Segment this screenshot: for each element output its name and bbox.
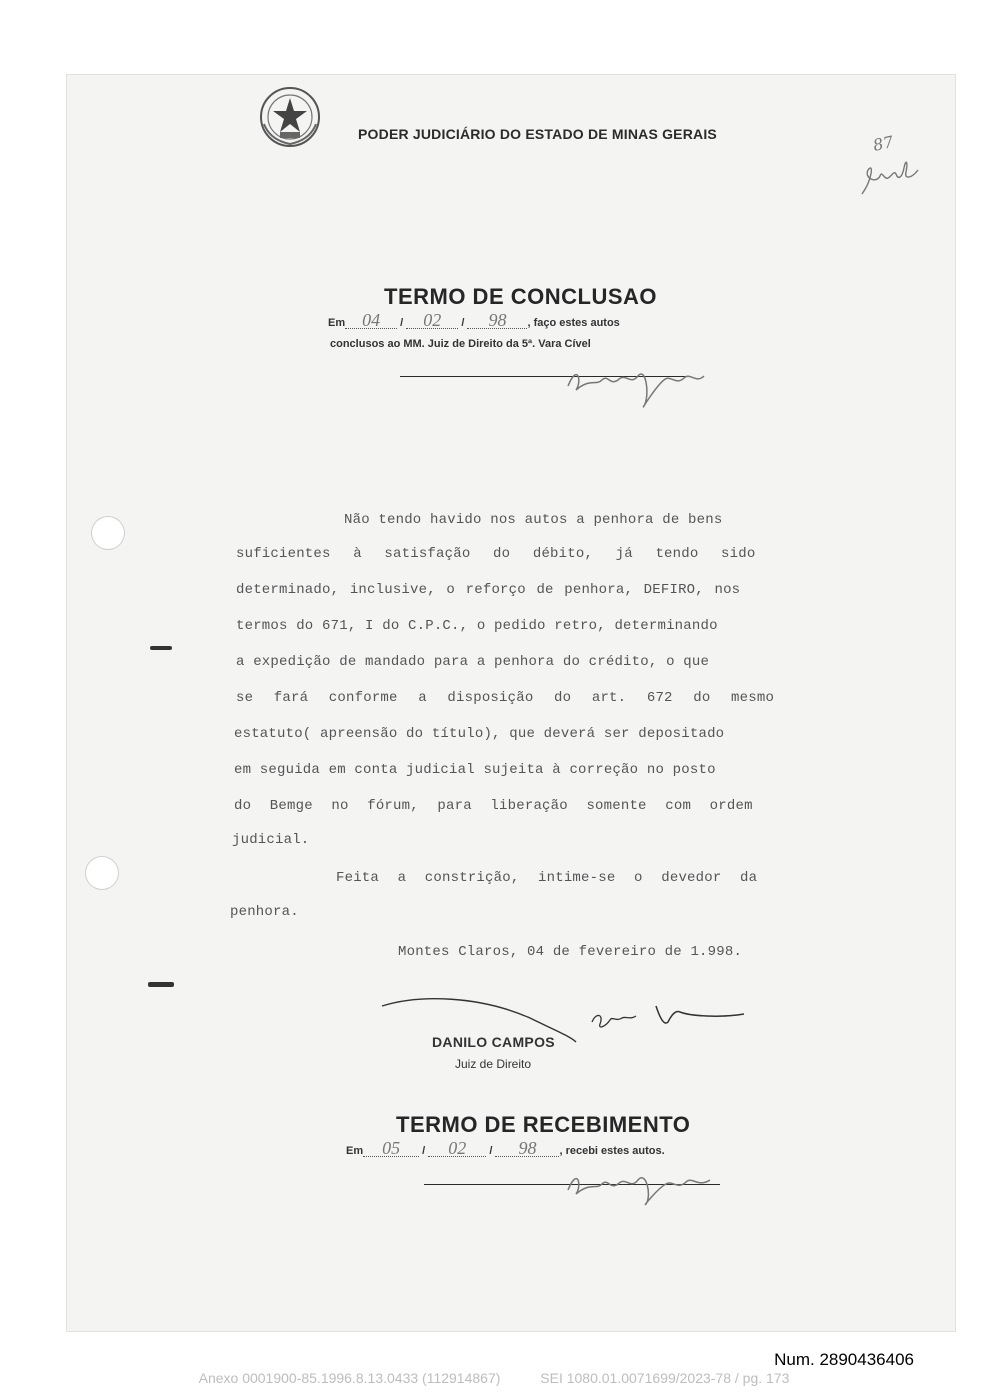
margin-rubric-signature xyxy=(858,150,928,204)
judge-name: DANILO CAMPOS xyxy=(432,1034,555,1050)
termo-recebimento-title: TERMO DE RECEBIMENTO xyxy=(396,1112,691,1137)
court-header-title: PODER JUDICIÁRIO DO ESTADO DE MINAS GERAIS xyxy=(358,126,717,142)
place-and-date: Montes Claros, 04 de fevereiro de 1.998. xyxy=(398,944,743,960)
despacho-line-1: Não tendo havido nos autos a penhora de bens xyxy=(344,512,723,528)
termo-conclusao-second-line: conclusos ao MM. Juiz de Direito da 5ª. Vara Cível xyxy=(330,338,591,350)
recebimento-year-field: 98 xyxy=(495,1140,559,1157)
clerk-signature-recebimento xyxy=(560,1160,720,1210)
termo-recebimento-suffix: , recebi estes autos. xyxy=(559,1145,665,1157)
termo-conclusao-prefix: Em xyxy=(328,317,346,329)
recebimento-month-field: 02 xyxy=(428,1140,486,1157)
despacho-line-6: se fará conforme a disposição do art. 672 do mesmo xyxy=(236,690,775,706)
staple-mark-bottom xyxy=(148,982,174,987)
termo-conclusao-date-line: Em 04 / 02 / 98 , faço estes autos xyxy=(328,310,620,330)
despacho-line-11: Feita a constrição, intime-se o devedor da xyxy=(336,870,758,886)
despacho-line-7: estatuto( apreensão do título), que deverá ser depositado xyxy=(234,726,725,742)
despacho-line-12: penhora. xyxy=(230,904,299,920)
despacho-line-3: determinado, inclusive, o reforço de penhora, DEFIRO, nos xyxy=(236,582,741,598)
termo-conclusao-title: TERMO DE CONCLUSAO xyxy=(384,284,657,309)
despacho-line-2: suficientes à satisfação do débito, já tendo sido xyxy=(236,546,756,562)
footer-reference-line xyxy=(0,1370,988,1386)
staple-mark-top xyxy=(150,646,172,650)
despacho-line-9: do Bemge no fórum, para liberação somente com ordem xyxy=(234,798,753,814)
recebimento-day-field: 05 xyxy=(363,1140,419,1157)
termo-recebimento-date-line: Em 05 / 02 / 98 , recebi estes autos. xyxy=(346,1138,665,1158)
coat-of-arms-emblem xyxy=(256,84,324,150)
despacho-line-10: judicial. xyxy=(232,832,310,848)
sei-reference: SEI 1080.01.0071699/2023-78 / pg. 173 xyxy=(540,1370,790,1386)
conclusao-year-field: 98 xyxy=(467,312,527,329)
conclusao-month-field: 02 xyxy=(406,312,458,329)
termo-conclusao-suffix: , faço estes autos xyxy=(527,317,620,329)
page-number-handwritten: 87 xyxy=(871,132,896,155)
despacho-line-4: termos do 671, I do C.P.C., o pedido retro, determinando xyxy=(236,618,718,634)
judge-role: Juiz de Direito xyxy=(455,1057,532,1071)
conclusao-day-field: 04 xyxy=(345,312,397,329)
termo-recebimento-prefix: Em xyxy=(346,1145,364,1157)
annex-reference: Anexo 0001900-85.1996.8.13.0433 (112914867) xyxy=(198,1370,501,1386)
document-number: Num. 2890436406 xyxy=(774,1350,914,1369)
despacho-line-5: a expedição de mandado para a penhora do crédito, o que xyxy=(236,654,710,670)
clerk-signature-conclusao xyxy=(560,356,710,412)
punch-hole-top xyxy=(92,517,124,549)
punch-hole-bottom xyxy=(86,857,118,889)
despacho-line-8: em seguida em conta judicial sujeita à correção no posto xyxy=(234,762,716,778)
